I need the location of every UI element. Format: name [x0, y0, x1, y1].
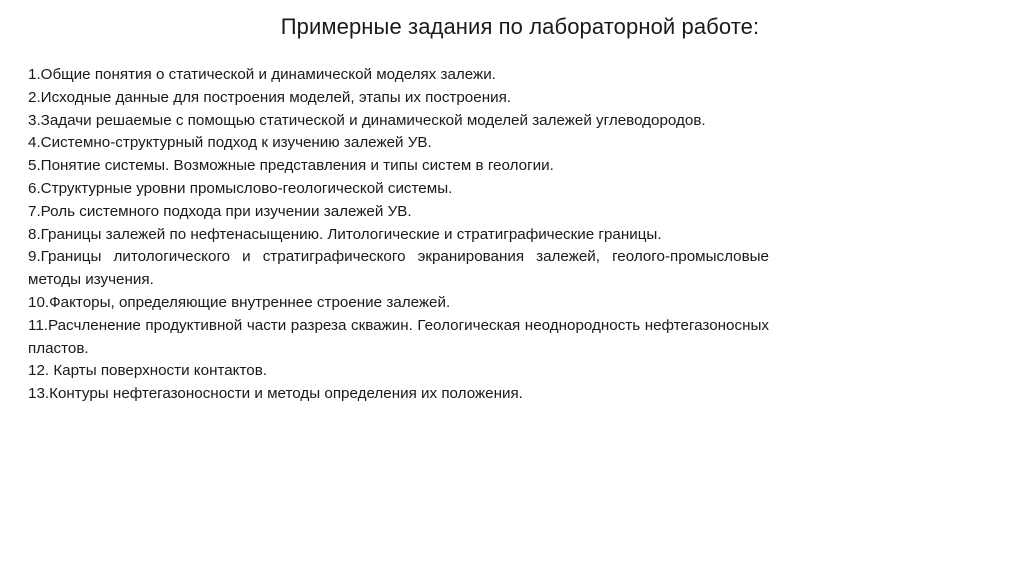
slide-title: Примерные задания по лабораторной работе: [280, 14, 760, 39]
task-item-9: 9.Границы литологического и стратиграфического экранирования залежей, геолого-промысловые методы изучения. [28, 248, 769, 289]
task-list [28, 64, 769, 406]
task-item-5: 5.Понятие системы. Возможные представления и типы систем в геологии. [28, 157, 554, 175]
task-item-3: 3.Задачи решаемые с помощью статической и динамической моделей залежей углеводородов. [28, 111, 706, 129]
task-item-6: 6.Структурные уровни промыслово-геологической системы. [28, 179, 453, 197]
task-item-2: 2.Исходные данные для построения моделей, этапы их построения. [28, 88, 512, 106]
task-item-11: 11.Расчленение продуктивной части разреза скважин. Геологическая неоднородность нефтегазоносных пластов. [28, 316, 769, 357]
task-item-7: 7.Роль системного подхода при изучении залежей УВ. [28, 202, 412, 220]
task-item-1: 1.Общие понятия о статической и динамической моделях залежи. [28, 66, 496, 83]
task-item-4: 4.Системно-структурный подход к изучению залежей УВ. [28, 134, 432, 152]
task-item-10: 10.Факторы, определяющие внутреннее строение залежей. [28, 293, 451, 311]
task-item-8: 8.Границы залежей по нефтенасыщению. Литологические и стратиграфические границы. [28, 225, 662, 243]
task-item-12: 12. Карты поверхности контактов. [28, 362, 268, 380]
task-item-13: 13.Контуры нефтегазоносности и методы определения их положения. [28, 385, 523, 403]
